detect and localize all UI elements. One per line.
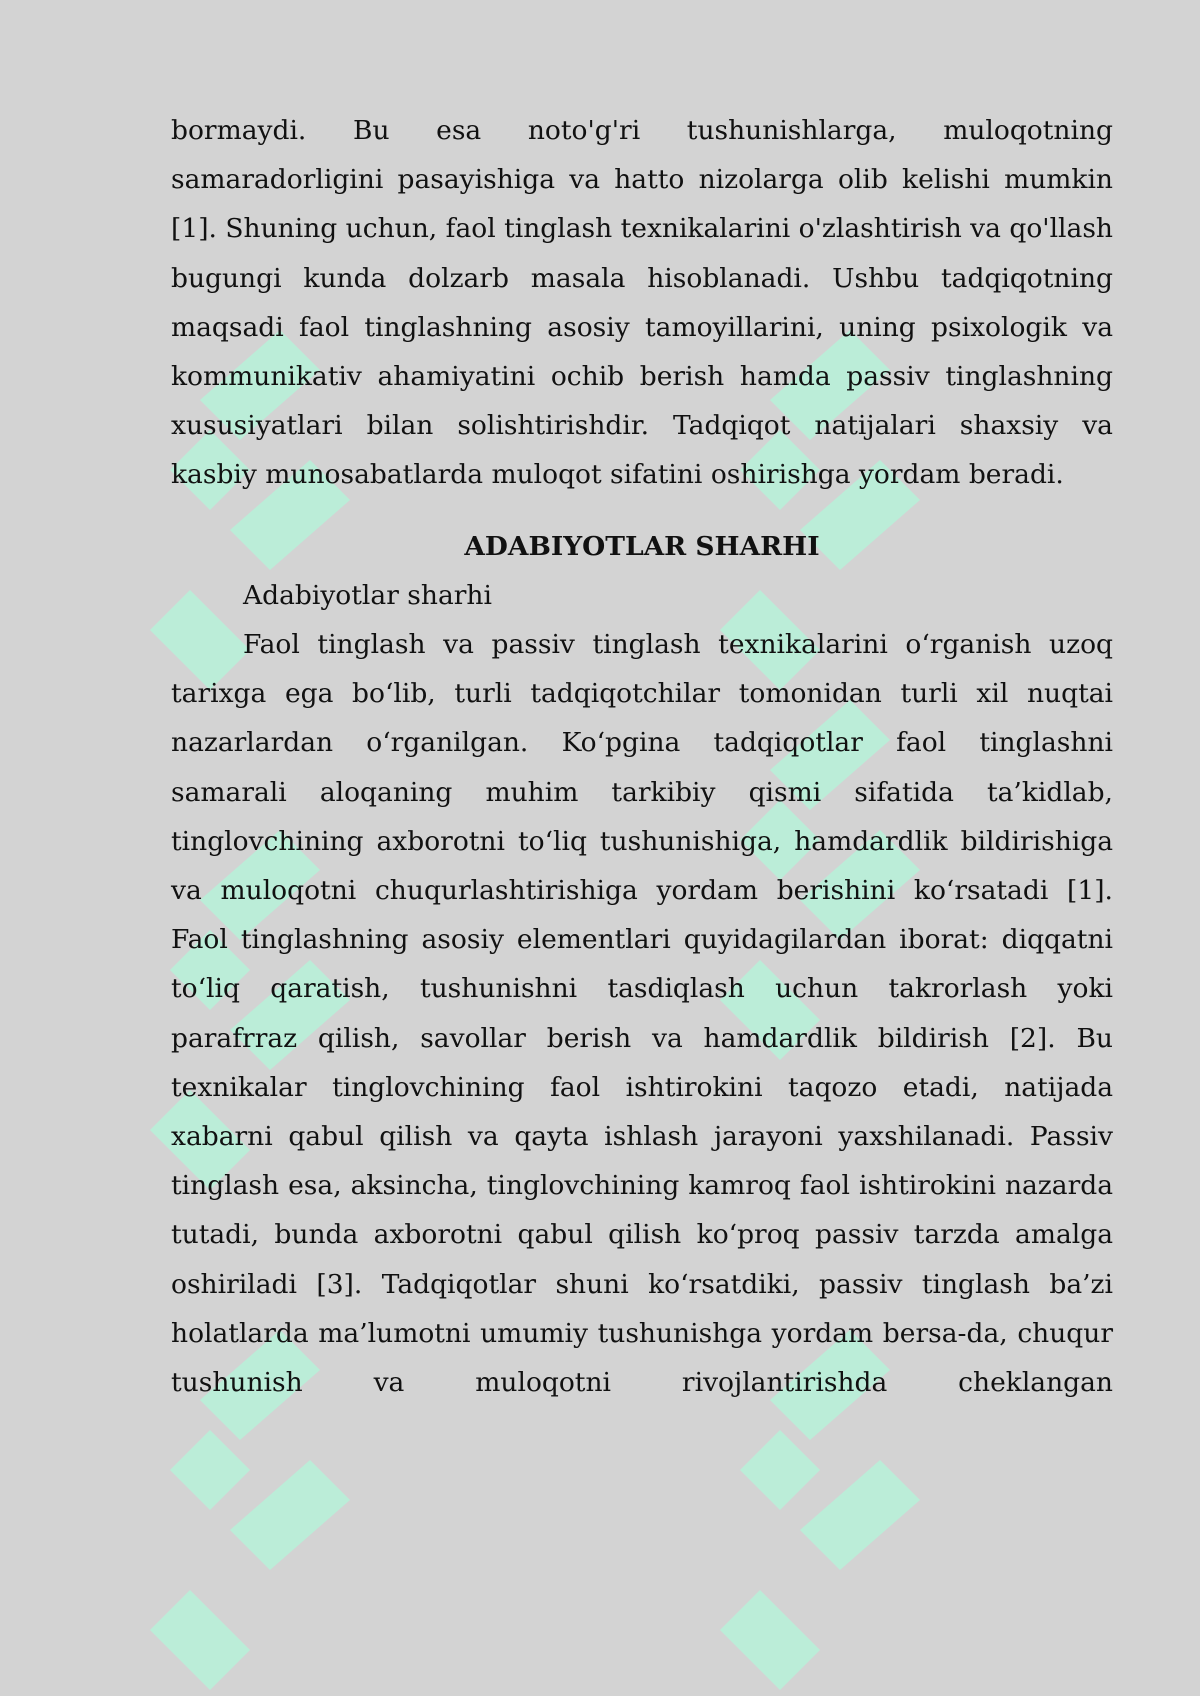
body-paragraph: Faol tinglash va passiv tinglash texnikalarini o‘rganish uzoq tarixga ega bo‘lib, turli tadqiqotchilar tomonidan turli xil nuqtai nazarlardan o‘rganilgan. Ko‘pgina tadqiqotlar faol tinglashni samarali aloqaning muhim tarkibiy qismi sifatida ta’kidlab, tinglovchining axborotni to‘liq tushunishiga, hamdardlik bildirishiga va muloqotni chuqurlashtirishiga yordam berishini ko‘rsatadi [1]. Faol tinglashning asosiy elementlari quyidagilardan iborat: diqqatni to‘liq qaratish, tushunishni tasdiqlash uchun takrorlash yoki parafrraz qilish, savollar berish va hamdardlik bildirish [2]. Bu texnikalar tinglovchining faol ishtirokini taqozo etadi, natijada xabarni qabul qilish va qayta ishlash jarayoni yaxshilanadi. Passiv tinglash esa, aksincha, tinglovchining kamroq faol ishtirokini nazarda tutadi, bunda axborotni qabul qilish ko‘proq passiv tarzda amalga oshiriladi [3]. Tadqiqotlar shuni ko‘rsatdiki, passiv tinglash ba’zi holatlarda ma’lumotni umumiy tushunishga yordam bersa-da, chuqur tushunish va muloqotni rivojlantirishda cheklangan (171, 629, 1113, 1399)
section-heading: ADABIYOTLAR SHARHI (464, 530, 820, 562)
subheading: Adabiyotlar sharhi (243, 579, 492, 611)
document-body (171, 106, 1113, 1407)
intro-paragraph: bormaydi. Bu esa noto'g'ri tushunishlarga, muloqotning samaradorligini pasayishiga va hatto nizolarga olib kelishi mumkin [1]. Shuning uchun, faol tinglash texnikalarini o'zlashtirish va qo'llash bugungi kunda dolzarb masala hisoblanadi. Ushbu tadqiqotning maqsadi faol tinglashning asosiy tamoyillarini, uning psixologik va kommunikativ ahamiyatini ochib berish hamda passiv tinglashning xususiyatlari bilan solishtirishdir. Tadqiqot natijalari shaxsiy va kasbiy munosabatlarda muloqot sifatini oshirishga yordam beradi. (171, 115, 1113, 491)
